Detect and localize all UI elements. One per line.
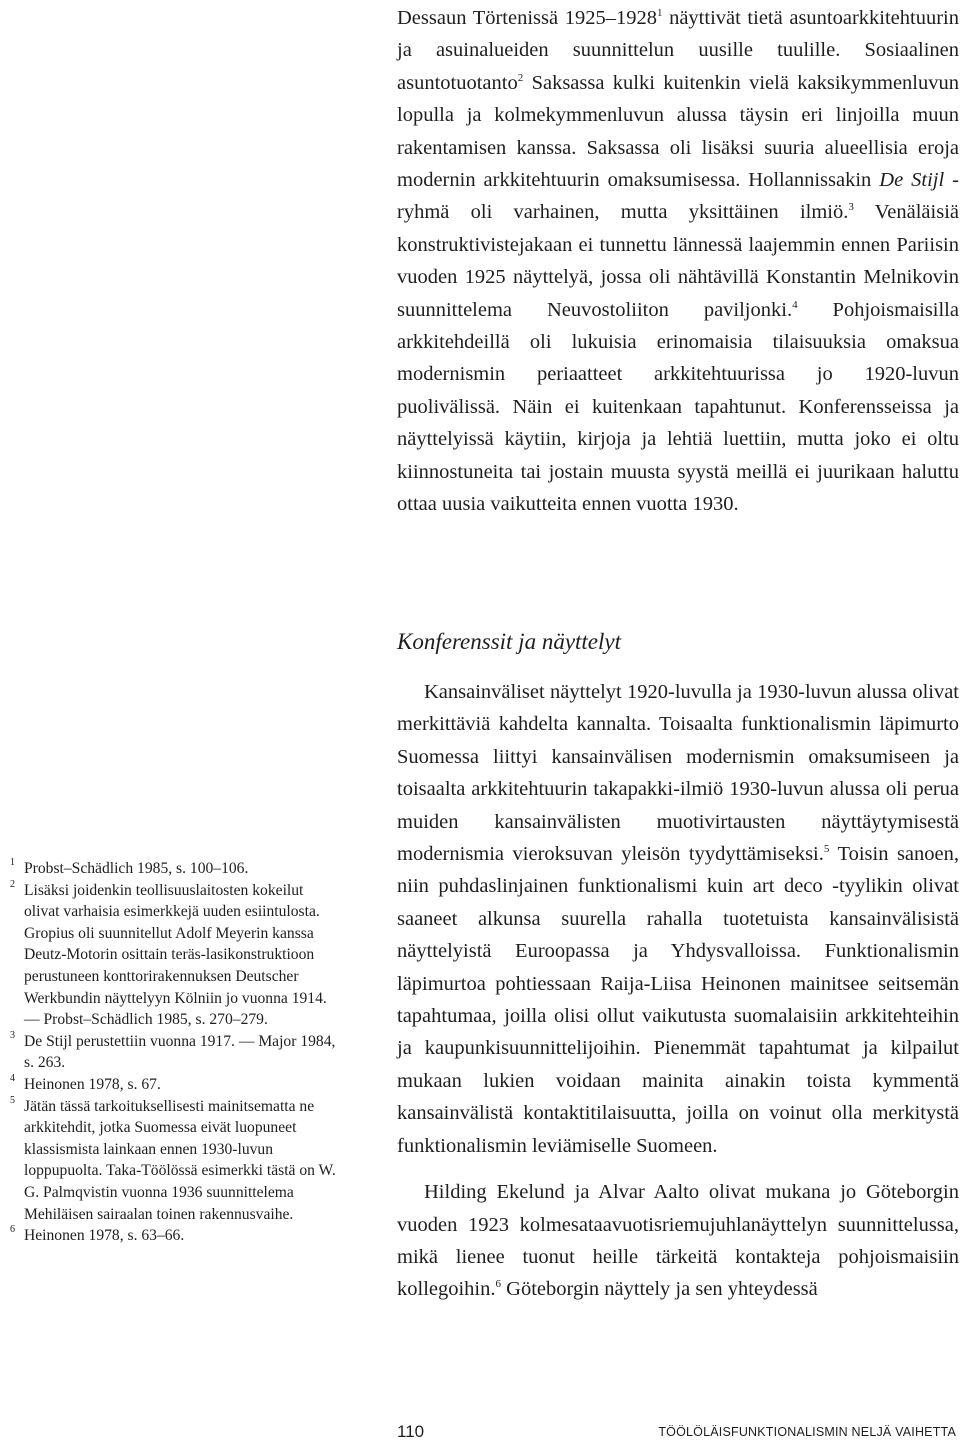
body-paragraph-3 xyxy=(397,1176,959,1306)
page-number: 110 xyxy=(397,1422,425,1441)
body-paragraph-2 xyxy=(397,676,959,1162)
footnote-number: 5 xyxy=(10,1094,15,1106)
footnote-text: Lisäksi joidenkin teollisuuslaitosten kokeilut olivat varhaisia esimerkkejä uuden esiintulosta. Gropius oli suunnitellut Adolf Meyerin kanssa Deutz-Motorin osittain teräs-lasikonstruktioon perustuneen konttorirakennuksen Deutscher Werkbundin näyttelyyn Kölniin jo vuonna 1914. — Probst–Schädlich 1985, s. 270–279. xyxy=(24,881,327,1029)
footnote-4 xyxy=(10,1074,340,1096)
footnote-text: Heinonen 1978, s. 63–66. xyxy=(24,1227,185,1245)
text-run: Saksassa kulki kuitenkin vielä kaksikymmenluvun lopulla ja kolmekymmenluvun alussa täysin eri linjoilla muun rakentamisen kanssa. Saksassa oli lisäksi suuria alueellisia eroja modernin arkkitehtuurin omaksumisessa. Hollannissakin xyxy=(397,71,959,192)
footnotes xyxy=(10,858,340,1247)
footnote-3 xyxy=(10,1031,340,1074)
footnote-text: Probst–Schädlich 1985, s. 100–106. xyxy=(24,860,249,877)
footnote-ref-6[interactable]: 6 xyxy=(495,1278,502,1291)
main-column-bottom xyxy=(397,676,959,1306)
footnote-2 xyxy=(10,880,340,1031)
footnote-6 xyxy=(10,1225,340,1247)
footnote-number: 6 xyxy=(10,1224,15,1236)
footnote-1 xyxy=(10,858,340,880)
italic-term: De Stijl xyxy=(879,169,945,192)
running-head: TÖÖLÖLÄISFUNKTIONALISMIN NELJÄ VAIHETTA xyxy=(658,1425,956,1439)
footnote-ref-1[interactable]: 1 xyxy=(656,7,663,19)
text-run: Toisin sanoen, niin puhdaslinjainen funktionalismi kuin art deco -tyylikin olivat saaneet alkunsa suurella rahalla tuotetuista kansainvälisistä näyttelyistä Euroopassa ja Yhdysvalloissa. Funktionalismin läpimurtoa pohtiessaan Raija-Liisa Heinonen mainitsee seitsemän tapahtumaa, joilla olisi ollut vaikutusta suomalaisiin arkkitehteihin ja kaupunkisuunnittelijoihin. Pienemmät tapahtumat ja kilpailut mukaan lukien voidaan mainita ainakin toista kymmentä kansainvälistä kontaktitilaisuutta, joilla on voinut olla merkitystä funktionalismin leviämiselle Suomeen. xyxy=(397,843,959,1157)
page-footer xyxy=(0,1424,960,1444)
main-column-top xyxy=(397,2,959,521)
text-run: Kansainväliset näyttelyt 1920-luvulla ja 1930-luvun alussa olivat merkittäviä kahdelta kannalta. Toisaalta funktionalismin läpimurto Suomessa liittyi kansainvälisen modernismin omaksumiseen ja toisaalta arkkitehtuurin takapakki-ilmiö 1930-luvun alussa oli perua muiden kansainvälisten muotivirtausten näyttäytymisestä modernismia vieroksuvan yleisön tyydyttämiseksi. xyxy=(397,681,959,866)
text-run: -ryhmä oli varhainen, mutta yksittäinen ilmiö. xyxy=(397,169,960,224)
text-run: Venäläisiä konstruktivistejakaan ei tunnettu lännessä laajemmin ennen Pariisin vuoden 1925 näyttelyä, jossa oli nähtävillä Konstantin Melnikovin suunnittelema Neuvostoliiton paviljonki. xyxy=(397,201,959,321)
footnote-number: 2 xyxy=(10,878,15,890)
footnote-number: 1 xyxy=(10,857,15,868)
text-run: Hilding Ekelund ja Alvar Aalto olivat mukana jo Göteborgin vuoden 1923 kolmesataavuotisriemujuhlanäyttelyn suunnittelussa, mikä lienee tuonut heille tärkeitä kontakteja pohjoismaisiin kollegoihin. xyxy=(397,1181,959,1301)
footnote-text: Jätän tässä tarkoituksellisesti mainitsematta ne arkkitehdit, jotka Suomessa eivät luopuneet klassismista lainkaan ennen 1930-luvun loppupuolta. Taka-Töölössä esimerkki tästä on W. G. Palmqvistin vuonna 1936 suunnittelema Mehiläisen sairaalan toinen rakennusvaihe. xyxy=(24,1097,336,1223)
footnote-ref-4[interactable]: 4 xyxy=(792,298,798,311)
footnote-ref-2[interactable]: 2 xyxy=(517,71,524,84)
text-run: Göteborgin näyttely ja sen yhteydessä xyxy=(501,1278,818,1301)
footnote-text: De Stijl perustettiin vuonna 1917. — Major 1984, s. 263. xyxy=(24,1032,336,1072)
footnote-ref-3[interactable]: 3 xyxy=(848,201,854,214)
text-run: näyttivät tietä asuntoarkkitehtuurin ja asuinalueiden suunnittelun uusille tuulille. Sosiaalinen asuntotuotanto xyxy=(397,7,959,94)
footnote-number: 4 xyxy=(10,1072,15,1084)
body-paragraph-1 xyxy=(397,2,959,521)
footnote-5 xyxy=(10,1096,340,1226)
footnote-text: Heinonen 1978, s. 67. xyxy=(24,1075,161,1093)
footnote-ref-5[interactable]: 5 xyxy=(823,843,830,856)
text-run: Pohjoismaisilla arkkitehdeillä oli lukuisia erinomaisia tilaisuuksia omaksua modernismin periaatteet arkkitehtuurissa jo 1920-luvun puolivälissä. Näin ei kuitenkaan tapahtunut. Konferensseissa ja näyttelyissä käytiin, kirjoja ja lehtiä luettiin, mutta joko ei oltu kiinnostuneita tai jostain muusta syystä meillä ei juurikaan haluttu ottaa uusia vaikutteita ennen vuotta 1930. xyxy=(397,298,959,516)
text-run: Dessaun Törtenissä 1925–1928 xyxy=(397,7,657,29)
footnote-number: 3 xyxy=(10,1029,15,1041)
section-heading: Konferenssit ja näyttelyt xyxy=(397,629,622,654)
